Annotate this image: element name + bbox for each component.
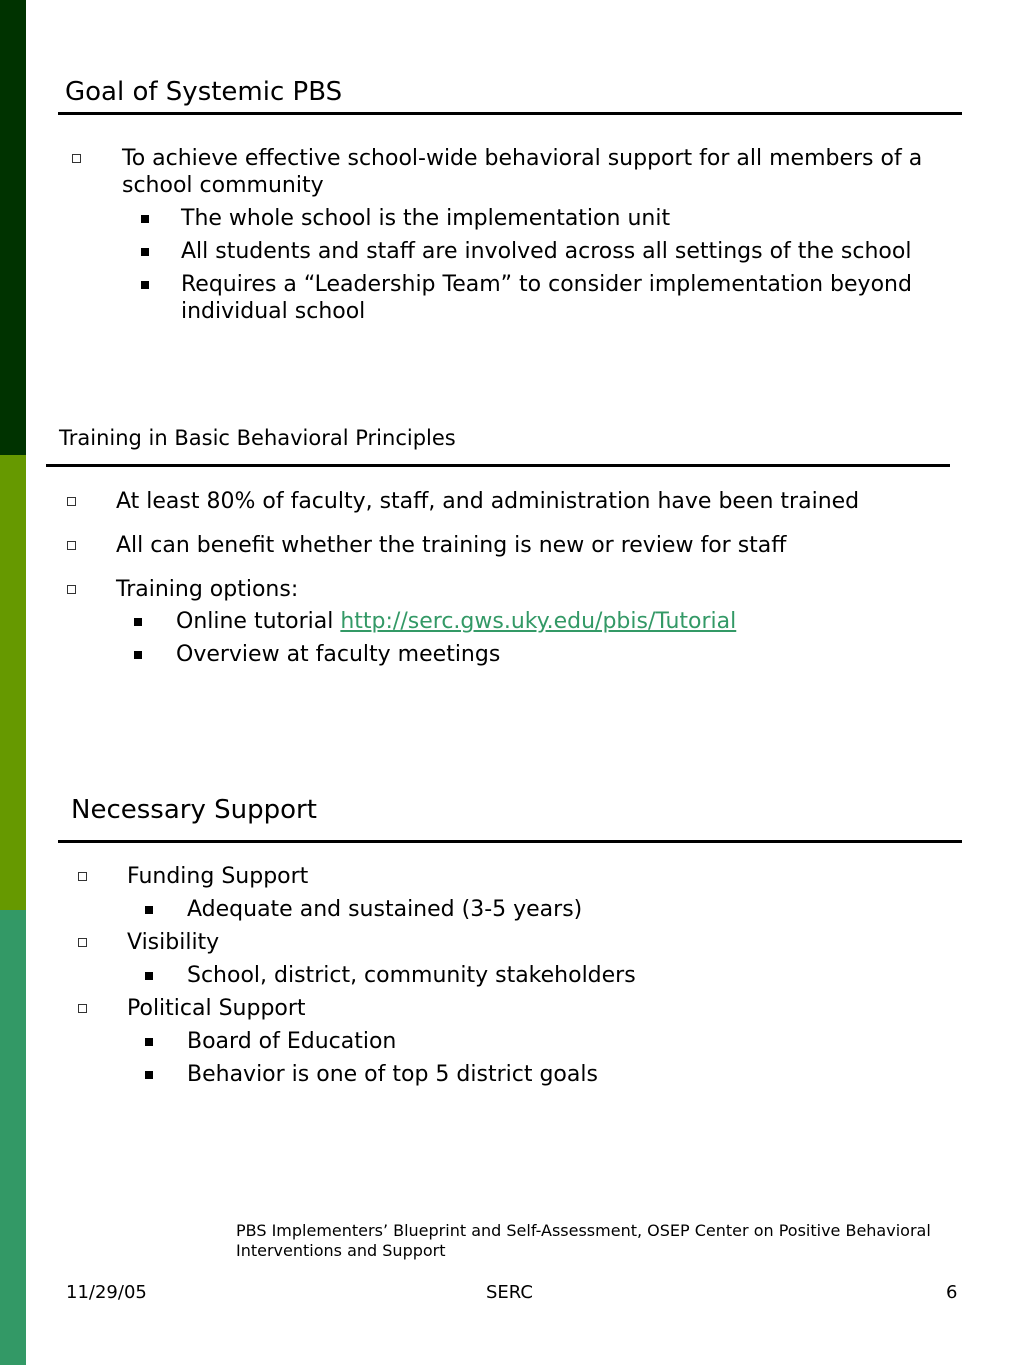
filled-square-bullet-icon: [134, 651, 142, 659]
filled-square-bullet-icon: [145, 1071, 153, 1079]
side-band-top: [0, 0, 26, 455]
hollow-square-bullet-icon: [67, 585, 76, 594]
bullet-text: School, district, community stakeholders: [187, 963, 636, 988]
hollow-square-bullet-icon: [78, 1004, 87, 1013]
section3-title: Necessary Support: [71, 795, 317, 825]
footer-center: SERC: [486, 1282, 533, 1303]
bullet-text: To achieve effective school-wide behavioral support for all members of a school community: [122, 146, 923, 198]
bullet-text: Adequate and sustained (3-5 years): [187, 897, 583, 922]
bullet-text: All students and staff are involved across all settings of the school: [181, 239, 912, 264]
side-band-middle: [0, 455, 26, 910]
hollow-square-bullet-icon: [67, 497, 76, 506]
filled-square-bullet-icon: [141, 215, 149, 223]
section2-rule: [46, 464, 950, 467]
online-tutorial-line: [176, 608, 736, 635]
hollow-square-bullet-icon: [78, 938, 87, 947]
filled-square-bullet-icon: [141, 248, 149, 256]
bullet-text: Visibility: [127, 930, 220, 955]
footer-page-number: 6: [946, 1282, 958, 1303]
section1-title: Goal of Systemic PBS: [65, 77, 343, 107]
bullet-text: Requires a “Leadership Team” to consider implementation beyond individual school: [181, 272, 912, 324]
hollow-square-bullet-icon: [78, 872, 87, 881]
bullet-text: All can benefit whether the training is new or review for staff: [116, 533, 787, 558]
online-tutorial-label: Online tutorial: [176, 609, 341, 634]
filled-square-bullet-icon: [145, 1038, 153, 1046]
side-band-bottom: [0, 910, 26, 1365]
section1-rule: [58, 112, 962, 115]
bullet-text: Behavior is one of top 5 district goals: [187, 1062, 598, 1087]
filled-square-bullet-icon: [145, 972, 153, 980]
bullet-text: Political Support: [127, 996, 306, 1021]
hollow-square-bullet-icon: [67, 541, 76, 550]
bullet-text: Board of Education: [187, 1029, 397, 1054]
section2-title: Training in Basic Behavioral Principles: [59, 426, 456, 450]
footer-date: 11/29/05: [66, 1282, 147, 1303]
filled-square-bullet-icon: [145, 906, 153, 914]
hollow-square-bullet-icon: [72, 154, 81, 163]
tutorial-link[interactable]: http://serc.gws.uky.edu/pbis/Tutorial: [340, 609, 737, 634]
filled-square-bullet-icon: [134, 618, 142, 626]
bullet-text: Funding Support: [127, 864, 309, 889]
bullet-text: At least 80% of faculty, staff, and administration have been trained: [116, 489, 860, 514]
source-note: PBS Implementers’ Blueprint and Self-Assessment, OSEP Center on Positive Behavioral Interventions and Support: [236, 1221, 931, 1260]
bullet-text: Overview at faculty meetings: [176, 642, 501, 667]
filled-square-bullet-icon: [141, 281, 149, 289]
bullet-text: The whole school is the implementation unit: [181, 206, 671, 231]
section3-rule: [58, 840, 962, 843]
bullet-text: Training options:: [116, 577, 299, 602]
